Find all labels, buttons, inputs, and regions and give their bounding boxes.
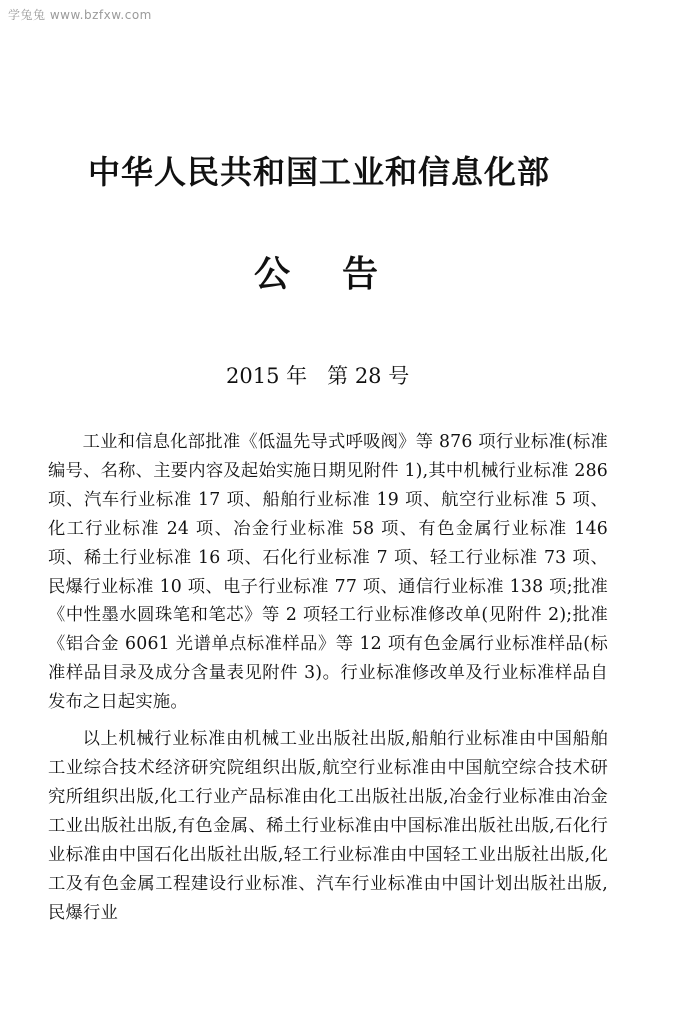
announcement-number: 2015 年 第 28 号 [226, 364, 410, 388]
announcement-body [48, 428, 608, 935]
announcement-title: 公告 [254, 254, 431, 295]
watermark: 学兔兔 www.bzfxw.com [8, 8, 152, 22]
ministry-heading: 中华人民共和国工业和信息化部 [88, 153, 551, 191]
body-paragraph-1: 工业和信息化部批准《低温先导式呼吸阀》等 876 项行业标准(标准编号、名称、主要内容及起始实施日期见附件 1),其中机械行业标准 286 项、汽车行业标准 17 项、船舶行业标准 19 项、航空行业标准 5 项、化工行业标准 24 项、冶金行业标准 58 项、有色金属行业标准 146 项、稀土行业标准 16 项、石化行业标准 7 项、轻工行业标准 73 项、民爆行业标准 10 项、电子行业标准 77 项、通信行业标准 138 项;批准《中性墨水圆珠笔和笔芯》等 2 项轻工行业标准修改单(见附件 2);批准《铝合金 6061 光谱单点标准样品》等 12 项有色金属行业标准样品(标准样品目录及成分含量表见附件 3)。行业标准修改单及行业标准样品自发布之日起实施。 [48, 432, 608, 713]
body-paragraph-2: 以上机械行业标准由机械工业出版社出版,船舶行业标准由中国船舶工业综合技术经济研究院组织出版,航空行业标准由中国航空综合技术研究所组织出版,化工行业产品标准由化工出版社出版,冶金行业标准由冶金工业出版社出版,有色金属、稀土行业标准由中国标准出版社出版,石化行业标准由中国石化出版社出版,轻工行业标准由中国轻工业出版社出版,化工及有色金属工程建设行业标准、汽车行业标准由中国计划出版社出版,民爆行业 [48, 729, 608, 923]
